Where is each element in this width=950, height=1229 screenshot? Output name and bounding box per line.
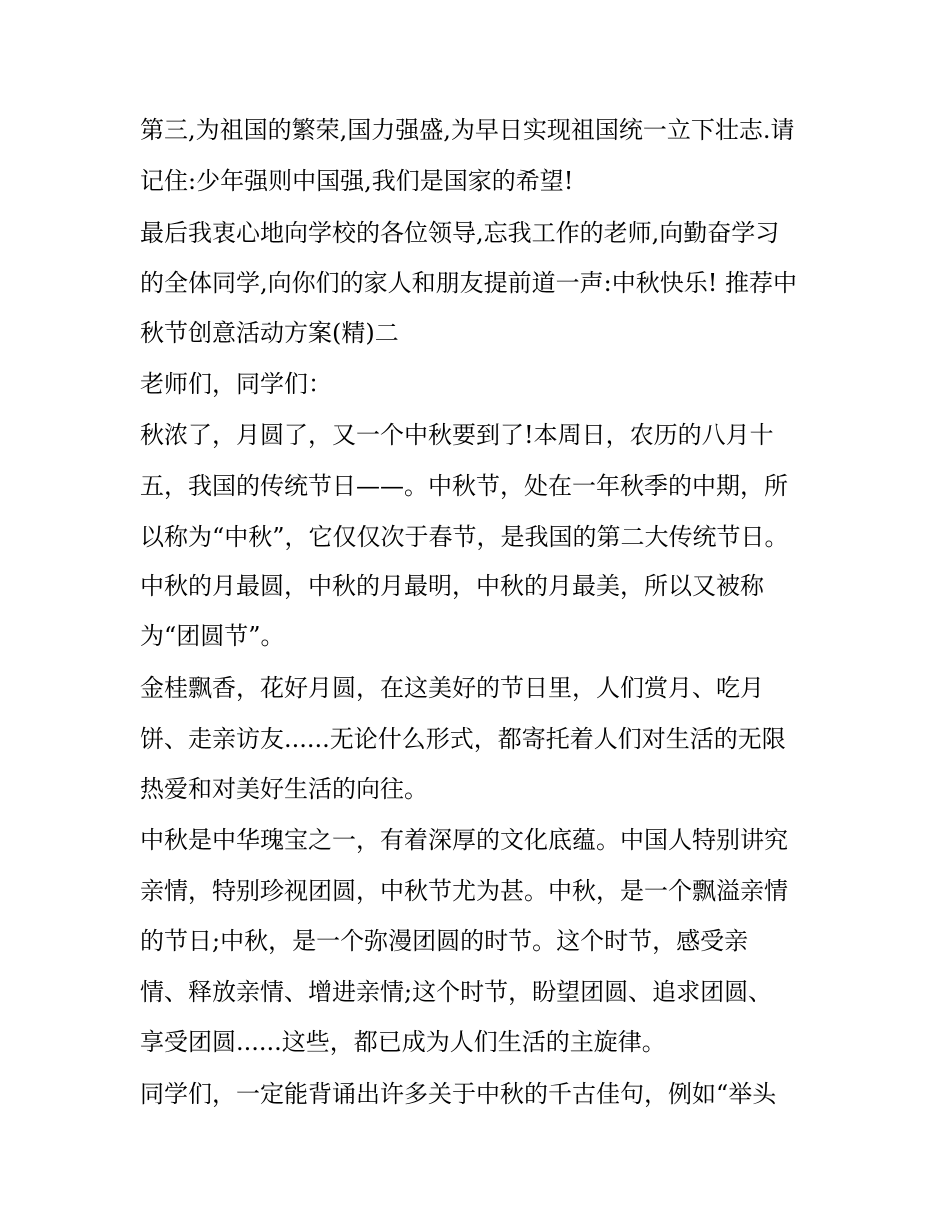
text-line: 的全体同学,向你们的家人和朋友提前道一声:中秋快乐! 推荐中: [140, 269, 797, 297]
text-line: 金桂飘香，花好月圆，在这美好的节日里，人们赏月、吃月: [140, 674, 764, 702]
text-line: 亲情，特别珍视团圆，中秋节尤为甚。中秋，是一个飘溢亲情: [140, 877, 788, 905]
text-line: 中秋是中华瑰宝之一，有着深厚的文化底蕴。中国人特别讲究: [140, 826, 788, 854]
text-line: 以称为“中秋”，它仅仅次于春节，是我国的第二大传统节日。: [140, 523, 789, 551]
text-line: 第三,为祖国的繁荣,国力强盛,为早日实现祖国统一立下壮志.请: [140, 116, 795, 144]
text-line: 热爱和对美好生活的向往。: [140, 775, 428, 803]
text-line: 同学们，一定能背诵出许多关于中秋的千古佳句，例如“举头: [140, 1080, 777, 1108]
text-line: 记住:少年强则中国强,我们是国家的希望!: [140, 167, 574, 195]
text-line: 为“团圆节”。: [140, 622, 285, 650]
text-line: 的节日;中秋，是一个弥漫团圆的时节。这个时节，感受亲: [140, 927, 749, 955]
text-line: 中秋的月最圆，中秋的月最明，中秋的月最美，所以又被称: [140, 572, 764, 600]
text-line: 情、释放亲情、增进亲情;这个时节，盼望团圆、追求团圆、: [140, 978, 773, 1006]
text-line: 秋节创意活动方案(精)二: [140, 319, 399, 347]
text-line: 老师们，同学们：: [140, 370, 332, 398]
text-line: 最后我衷心地向学校的各位领导,忘我工作的老师,向勤奋学习: [140, 219, 780, 247]
text-line: 享受团圆......这些，都已成为人们生活的主旋律。: [140, 1028, 666, 1056]
text-line: 饼、走亲访友......无论什么形式，都寄托着人们对生活的无限: [140, 725, 786, 753]
text-line: 秋浓了，月圆了，又一个中秋要到了!本周日，农历的八月十: [140, 421, 774, 449]
text-line: 五，我国的传统节日——。中秋节，处在一年秋季的中期，所: [140, 472, 788, 500]
